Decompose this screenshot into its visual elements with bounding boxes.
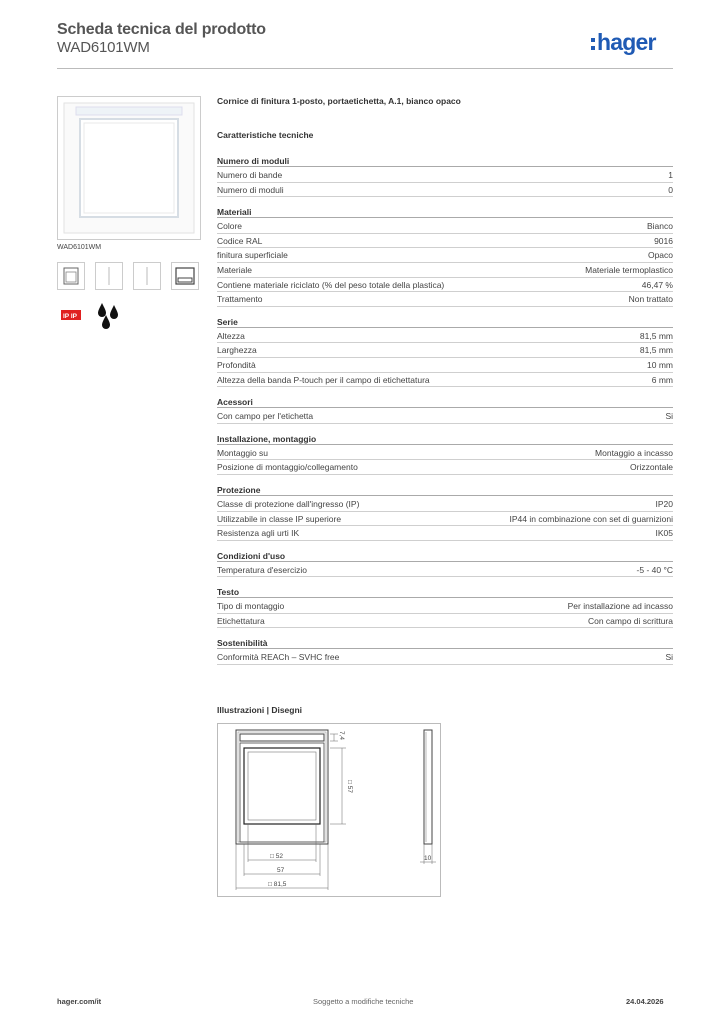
spec-section <box>217 206 673 307</box>
spec-row <box>217 263 673 278</box>
spec-section <box>217 550 673 578</box>
spec-sections <box>217 155 673 665</box>
spec-value: Si <box>665 652 673 663</box>
spec-section <box>217 155 673 197</box>
dim-81-5: □ 81,5 <box>268 881 287 888</box>
spec-row <box>217 183 673 198</box>
dim-10: 10 <box>424 855 432 862</box>
section-title: Numero di moduli <box>217 155 673 167</box>
spec-label: Materiale <box>217 264 252 275</box>
spec-row <box>217 219 673 234</box>
product-icons-row <box>57 262 199 290</box>
spec-value: 9016 <box>654 235 673 246</box>
spec-row <box>217 358 673 373</box>
spec-section <box>217 637 673 665</box>
ip-rating-badge <box>57 300 85 330</box>
spec-value: 1 <box>668 170 673 180</box>
spec-label: Tipo di montaggio <box>217 601 285 612</box>
frame-side-icon <box>133 262 161 290</box>
spec-label: Montaggio su <box>217 447 269 458</box>
spec-row <box>217 526 673 541</box>
spec-row <box>217 460 673 475</box>
spec-value: Montaggio a incasso <box>595 447 673 458</box>
product-code: WAD6101WM <box>57 39 150 56</box>
spec-label: Contiene materiale riciclato (% del peso totale della plastica) <box>217 279 445 290</box>
spec-value: 46,47 % <box>641 279 673 290</box>
dim-52: □ 52 <box>270 853 283 860</box>
section-title: Acessori <box>217 396 673 408</box>
spec-row <box>217 343 673 358</box>
spec-label: Classe di protezione dall'ingresso (IP) <box>217 498 360 509</box>
dim-7-4: 7,4 <box>338 731 345 741</box>
spec-value: Opaco <box>647 250 673 261</box>
spec-row <box>217 446 673 461</box>
spec-value: Per installazione ad incasso <box>567 601 673 612</box>
spec-heading: Caratteristiche tecniche <box>217 130 314 140</box>
spec-value: IK05 <box>655 528 673 539</box>
spec-label: Conformità REACh – SVHC free <box>217 652 340 663</box>
spec-label: Colore <box>217 221 243 232</box>
spec-value: Orizzontale <box>630 462 673 473</box>
spec-value: -5 - 40 °C <box>636 564 673 575</box>
product-description: Cornice di finitura 1-posto, portaetichetta, A.1, bianco opaco <box>217 96 461 106</box>
section-title: Condizioni d'uso <box>217 550 673 562</box>
spec-value: Con campo di scrittura <box>587 615 673 626</box>
spec-row <box>217 599 673 614</box>
footer-website[interactable]: hager.com/it <box>57 997 102 1006</box>
spec-label: Codice RAL <box>217 235 263 246</box>
footer-date: 24.04.2026 <box>626 997 664 1006</box>
spec-section <box>217 484 673 541</box>
section-title: Sostenibilità <box>217 637 673 649</box>
header-divider <box>57 68 673 69</box>
spec-label: Trattamento <box>217 294 263 305</box>
spec-section <box>217 316 673 387</box>
spec-row <box>217 168 673 183</box>
water-drops-icon <box>95 300 123 330</box>
section-title: Testo <box>217 586 673 598</box>
spec-value: 10 mm <box>647 359 673 370</box>
spec-label: finitura superficiale <box>217 250 288 261</box>
spec-label: Etichettatura <box>217 615 265 626</box>
spec-row <box>217 650 673 665</box>
spec-label: Profondità <box>217 359 256 370</box>
spec-label: Altezza della banda P-touch per il campo di etichettatura <box>217 374 430 385</box>
spec-label: Numero di bande <box>217 170 283 180</box>
spec-row <box>217 234 673 249</box>
spec-value: Non trattato <box>628 294 673 305</box>
spec-label: Temperatura d'esercizio <box>217 564 307 575</box>
spec-row <box>217 409 673 424</box>
section-title: Materiali <box>217 206 673 218</box>
spec-value: 6 mm <box>651 374 673 385</box>
label-frame-icon <box>171 262 199 290</box>
spec-section <box>217 396 673 424</box>
spec-value: 81,5 mm <box>639 330 673 341</box>
svg-text:hager: hager <box>597 29 656 55</box>
product-image-caption: WAD6101WM <box>57 244 102 251</box>
spec-row <box>217 278 673 293</box>
illustrations-title: Illustrazioni | Disegni <box>217 705 303 715</box>
frame-front-icon <box>57 262 85 290</box>
spec-label: Utilizzabile in classe IP superiore <box>217 513 342 524</box>
spec-value: IP20 <box>655 498 673 509</box>
svg-text:IP IP: IP IP <box>63 313 77 320</box>
spec-row <box>217 614 673 629</box>
spec-value: Materiale termoplastico <box>585 264 673 275</box>
spec-label: Resistenza agli urti IK <box>217 528 300 539</box>
spec-row <box>217 248 673 263</box>
spec-section <box>217 433 673 475</box>
spec-value: Si <box>665 411 673 422</box>
spec-row <box>217 329 673 344</box>
spec-label: Posizione di montaggio/collegamento <box>217 462 358 473</box>
section-title: Installazione, montaggio <box>217 433 673 445</box>
spec-row <box>217 512 673 527</box>
spec-label: Numero di moduli <box>217 184 284 195</box>
dim-57-vertical: □ 57 <box>346 780 353 793</box>
spec-row <box>217 563 673 578</box>
spec-label: Altezza <box>217 330 245 341</box>
spec-row <box>217 292 673 307</box>
spec-row <box>217 373 673 388</box>
spec-panel <box>217 95 673 674</box>
spec-value: 81,5 mm <box>639 345 673 356</box>
spec-row <box>217 497 673 512</box>
hager-logo <box>591 26 679 60</box>
section-title: Serie <box>217 316 673 328</box>
product-badges-row <box>57 300 123 330</box>
frame-thin-icon <box>95 262 123 290</box>
dim-57-horizontal: 57 <box>277 867 285 874</box>
spec-value: Bianco <box>647 221 673 232</box>
spec-label: Con campo per l'etichetta <box>217 411 314 422</box>
document-title: Scheda tecnica del prodotto <box>57 21 266 38</box>
section-title: Protezione <box>217 484 673 496</box>
spec-value: IP44 in combinazione con set di guarnizioni <box>509 513 673 524</box>
spec-section <box>217 586 673 628</box>
spec-label: Larghezza <box>217 345 257 356</box>
product-image <box>57 96 201 240</box>
spec-value: 0 <box>668 184 673 195</box>
footer-note: Soggetto a modifiche tecniche <box>313 997 414 1006</box>
technical-drawing <box>217 723 441 897</box>
